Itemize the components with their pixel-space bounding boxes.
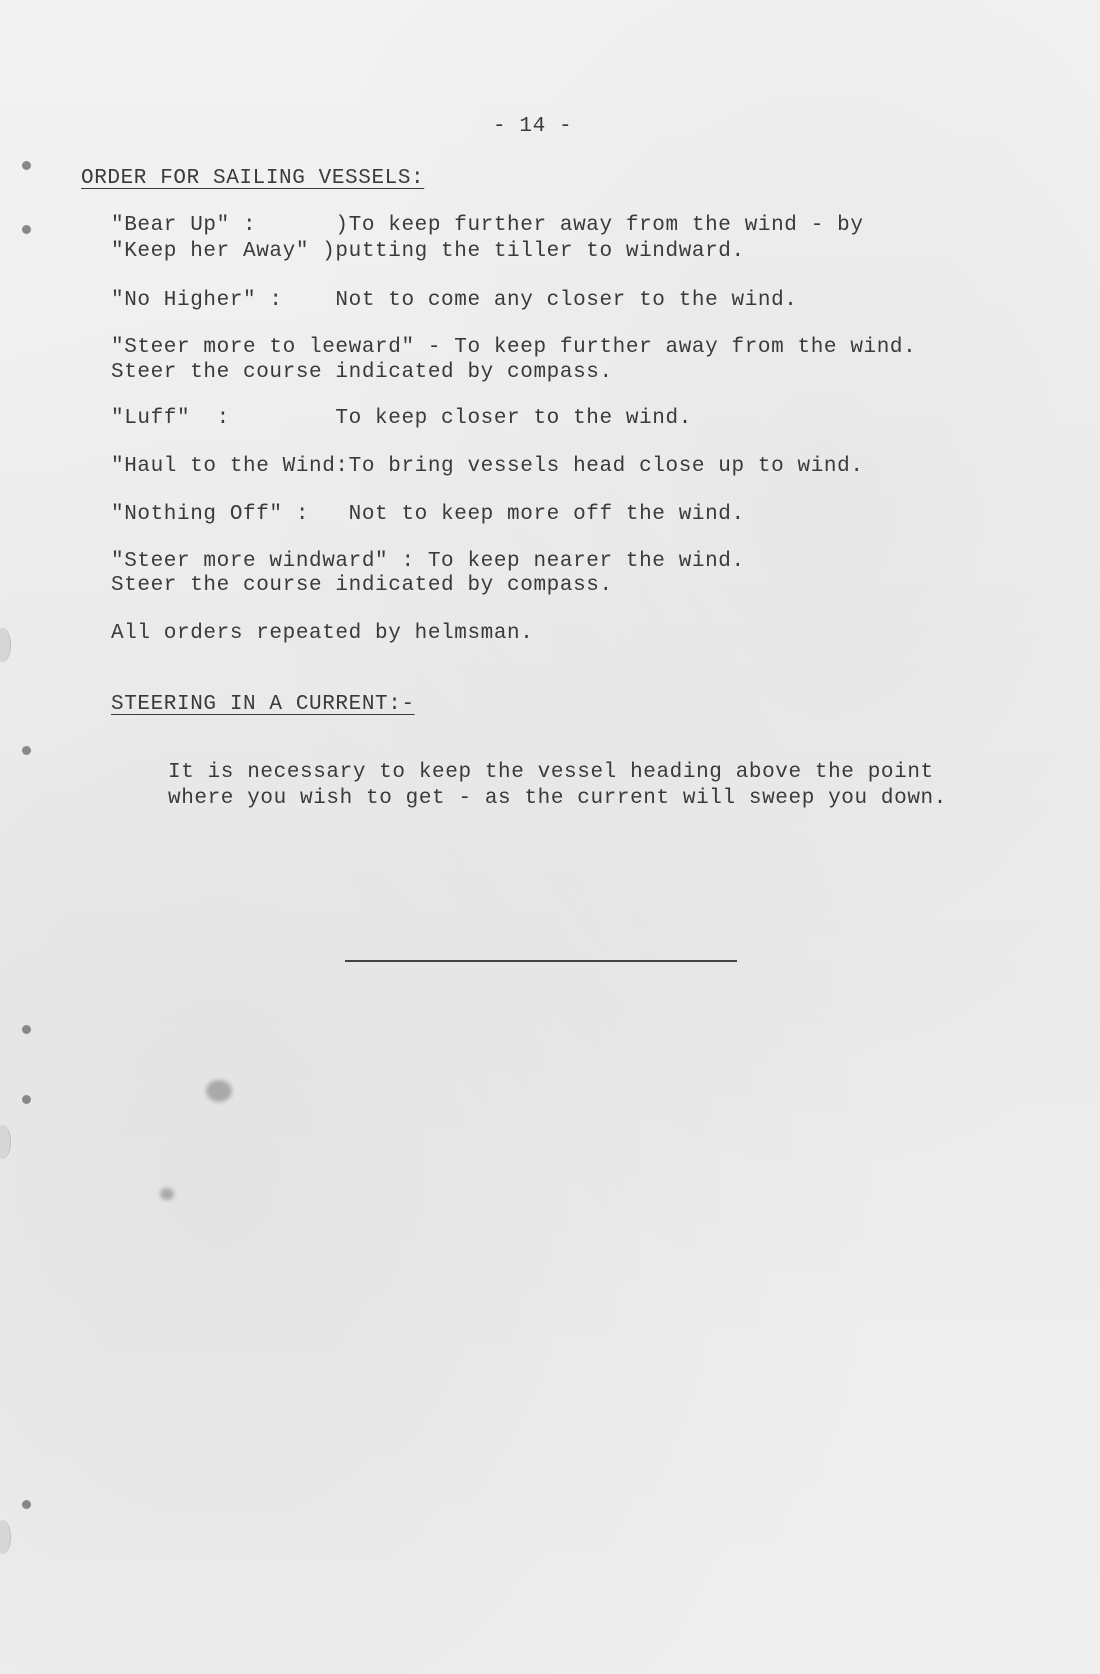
order-line: "No Higher" : Not to come any closer to the wind. — [111, 289, 798, 312]
binder-hole — [22, 1500, 31, 1509]
end-rule — [345, 960, 737, 962]
binder-hole — [22, 1025, 31, 1034]
paragraph-line: where you wish to get - as the current will sweep you down. — [168, 787, 947, 810]
order-line: "Keep her Away" )putting the tiller to windward. — [111, 240, 745, 263]
section-heading-current: STEERING IN A CURRENT:- — [111, 693, 415, 716]
binder-hole — [22, 225, 31, 234]
torn-edge — [0, 1520, 11, 1554]
order-line: Steer the course indicated by compass. — [111, 574, 613, 597]
torn-edge — [0, 628, 11, 662]
binder-hole — [22, 161, 31, 170]
torn-edge — [0, 1125, 11, 1159]
section-heading-orders: ORDER FOR SAILING VESSELS: — [81, 167, 425, 190]
ink-stain — [206, 1080, 232, 1102]
order-line: Steer the course indicated by compass. — [111, 361, 613, 384]
page-number: - 14 - — [493, 115, 573, 138]
order-line: "Haul to the Wind:To bring vessels head close up to wind. — [111, 455, 864, 478]
order-line: All orders repeated by helmsman. — [111, 622, 534, 645]
order-line: "Luff" : To keep closer to the wind. — [111, 407, 692, 430]
order-line: "Steer more windward" : To keep nearer the wind. — [111, 550, 745, 573]
paragraph-line: It is necessary to keep the vessel heading above the point — [168, 761, 934, 784]
binder-hole — [22, 1095, 31, 1104]
order-line: "Steer more to leeward" - To keep further away from the wind. — [111, 336, 917, 359]
binder-hole — [22, 746, 31, 755]
order-line: "Nothing Off" : Not to keep more off the wind. — [111, 503, 745, 526]
order-line: "Bear Up" : )To keep further away from the wind - by — [111, 214, 864, 237]
ink-stain — [160, 1188, 174, 1200]
